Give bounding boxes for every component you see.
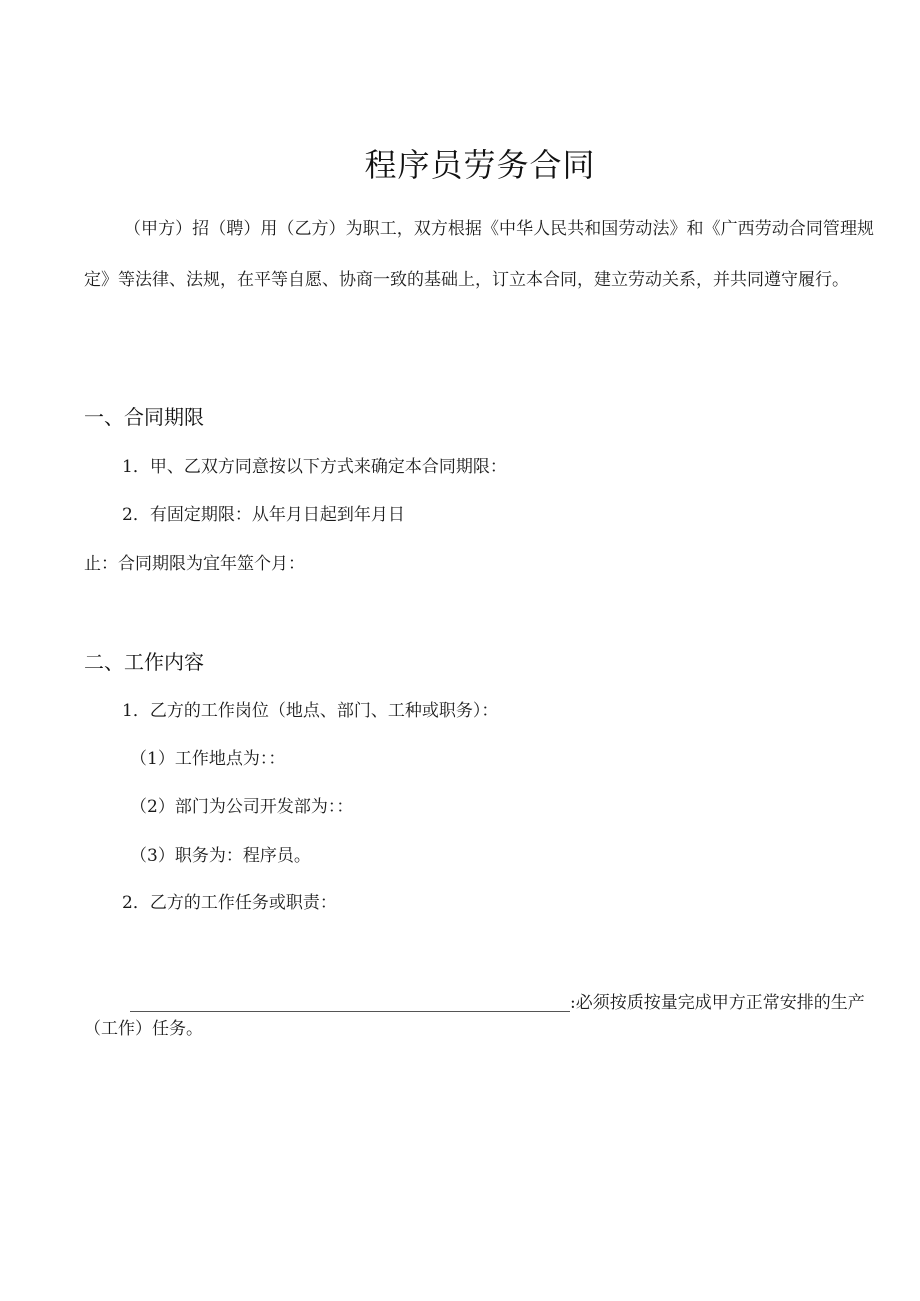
section-heading-term: 一、合同期限 (84, 405, 204, 429)
intro-paragraph: （甲方）招（聘）用（乙方）为职工，双方根据《中华人民共和国劳动法》和《广西劳动合同管理规定》等法律、法规，在平等自愿、协商一致的基础上，订立本合同，建立劳动关系，并共同遵守履行。 (84, 219, 874, 290)
term-item-2: 2．有固定期限：从年月日起到年月日 (122, 505, 405, 525)
duty-paragraph: :必须按质按量完成甲方正常安排的生产（工作）任务。 (84, 993, 865, 1039)
work-item-2: 2．乙方的工作任务或职责： (122, 893, 337, 913)
term-item-2-continuation: 止：合同期限为宜年筮个月： (84, 554, 305, 574)
document-title: 程序员劳务合同 (364, 146, 596, 184)
section-heading-work: 二、工作内容 (84, 650, 204, 674)
work-item-1: 1．乙方的工作岗位（地点、部门、工种或职务）： (122, 701, 499, 721)
work-department: （2）部门为公司开发部为：： (130, 797, 354, 817)
work-position: （3）职务为：程序员。 (130, 846, 311, 866)
term-item-1: 1．甲、乙双方同意按以下方式来确定本合同期限： (122, 457, 507, 477)
work-location: （1）工作地点为：： (130, 749, 286, 769)
